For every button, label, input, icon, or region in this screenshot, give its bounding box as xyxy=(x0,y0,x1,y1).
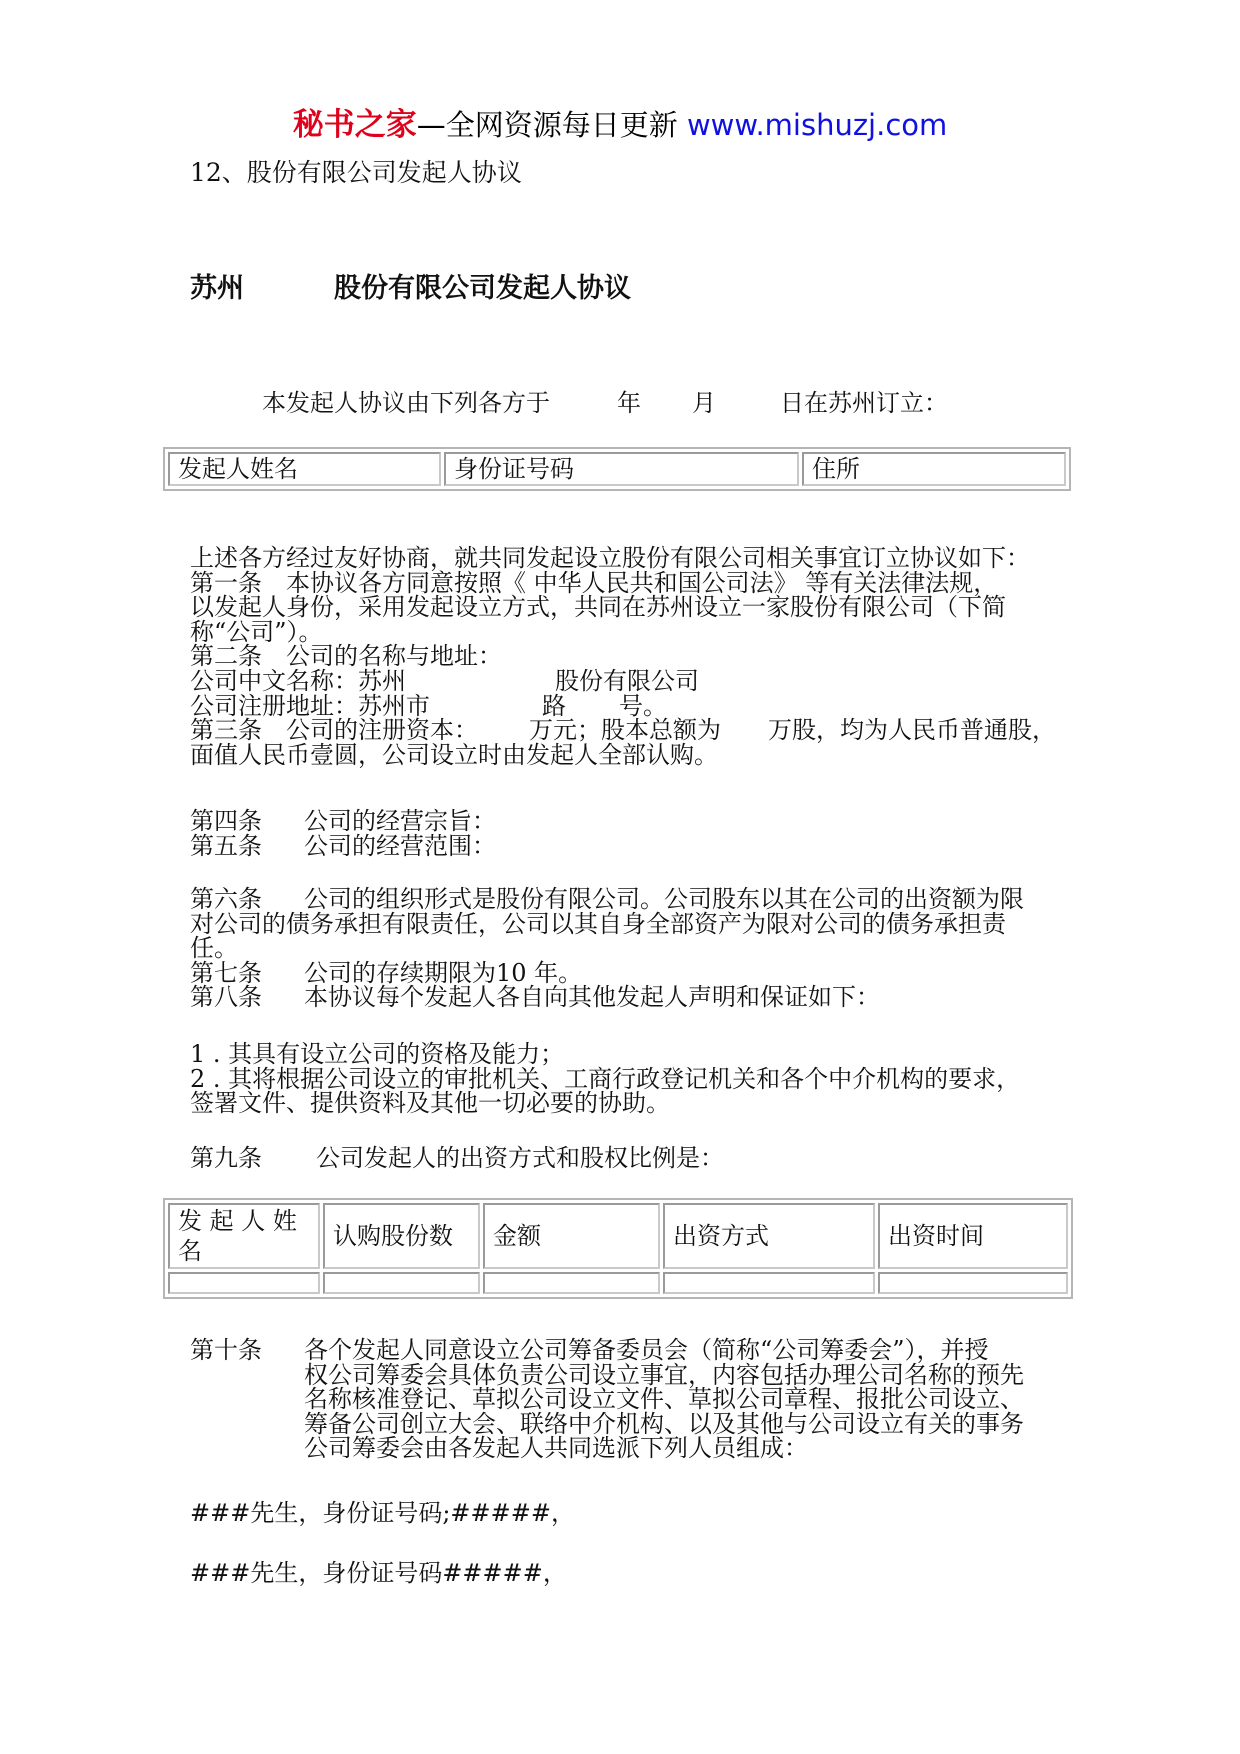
clause-line: 第二条 公司的名称与地址： xyxy=(190,642,502,671)
table-cell xyxy=(663,1272,875,1294)
table-row xyxy=(168,1272,1068,1294)
clauses-block-1 xyxy=(190,546,1090,767)
intro-lead: 本发起人协议由下列各方于 xyxy=(262,389,550,417)
article-4-no: 第四条 xyxy=(190,807,262,835)
founders-header-id: 身份证号码 xyxy=(444,452,799,486)
capital-table xyxy=(163,1198,1073,1299)
table-cell xyxy=(483,1272,660,1294)
address-number: 号。 xyxy=(619,691,667,720)
article-6-no: 第六条 xyxy=(190,885,262,913)
article-5-no: 第五条 xyxy=(190,832,262,860)
founders-table xyxy=(163,447,1071,491)
founders-header-name: 发起人姓名 xyxy=(168,452,441,486)
article-10-line: 公司筹委会由各发起人共同选派下列人员组成： xyxy=(304,1434,808,1463)
warranty-line: 1 . 其具有设立公司的资格及能力； xyxy=(190,1040,565,1068)
table-cell xyxy=(878,1272,1068,1294)
clause-line: 第一条 本协议各方同意按照《 中华人民共和国公司法》 等有关法律法规， xyxy=(190,568,998,597)
clause-line: 称“公司”）。 xyxy=(190,617,323,646)
document-title: 12、股份有限公司发起人协议 xyxy=(190,158,522,187)
company-name-suffix: 股份有限公司 xyxy=(555,666,699,695)
intro-month: 月 xyxy=(692,389,716,417)
capital-line xyxy=(190,718,1090,743)
site-banner xyxy=(0,106,1240,144)
heading-city: 苏州 xyxy=(190,273,244,304)
article-10-line: 权公司筹委会具体负责公司设立事宜，内容包括办理公司名称的预先 xyxy=(304,1360,1024,1389)
article-8 xyxy=(190,985,1090,1010)
founders-header-address: 住所 xyxy=(802,452,1066,486)
capital-header-founder-wrap: 名 xyxy=(178,1237,202,1265)
capital-tail: 万股，均为人民币普通股， xyxy=(768,716,1056,745)
intro-year: 年 xyxy=(617,389,641,417)
capital-header-shares: 认购股份数 xyxy=(323,1203,480,1269)
clause-line: 以发起人身份，采用发起设立方式，共同在苏州设立一家股份有限公司（下简 xyxy=(190,593,1006,622)
warranty-line: 2 . 其将根据公司设立的审批机关、工商行政登记机关和各个中介机构的要求， xyxy=(190,1064,1021,1093)
clause-line: 上述各方经过友好协商，就共同发起设立股份有限公司相关事宜订立协议如下： xyxy=(190,544,1030,572)
intro-tail: 日在苏州订立： xyxy=(780,389,948,417)
article-6-line-2: 对公司的债务承担有限责任，公司以其自身全部资产为限对公司的债务承担责 xyxy=(190,909,1006,938)
capital-header-method: 出资方式 xyxy=(663,1203,875,1269)
company-address-label: 公司注册地址：苏州市 xyxy=(190,691,430,720)
capital-header-amount: 金额 xyxy=(483,1203,660,1269)
article-7-no: 第七条 xyxy=(190,958,262,987)
article-6-line-1: 公司的组织形式是股份有限公司。公司股东以其在公司的出资额为限 xyxy=(304,885,1024,913)
address-road: 路 xyxy=(542,691,566,720)
table-cell xyxy=(323,1272,480,1294)
article-5 xyxy=(190,834,1090,859)
article-6-line-3: 任。 xyxy=(190,934,238,963)
clauses-block-3 xyxy=(190,887,1090,1010)
banner-brand: 秘书之家 xyxy=(292,107,417,143)
clauses-block-2 xyxy=(190,809,1090,861)
article-9-no: 第九条 xyxy=(190,1144,262,1172)
article-4-text: 公司的经营宗旨： xyxy=(304,807,496,835)
company-address-line xyxy=(190,691,1090,720)
article-7 xyxy=(190,958,1090,987)
banner-tagline: —全网资源每日更新 xyxy=(416,108,678,142)
article-4 xyxy=(190,809,1090,834)
article-10-text xyxy=(304,1338,1090,1461)
warranties-block xyxy=(190,1042,1090,1116)
warranty-line: 签署文件、提供资料及其他一切必要的协助。 xyxy=(190,1089,670,1118)
article-5-text: 公司的经营范围： xyxy=(304,832,496,860)
article-10-no: 第十条 xyxy=(190,1336,262,1364)
capital-header-date: 出资时间 xyxy=(878,1203,1068,1269)
article-6 xyxy=(190,887,1090,912)
capital-header-founder: 发 起 人 姓 名 xyxy=(168,1203,320,1269)
table-row xyxy=(168,1203,1068,1269)
article-8-no: 第八条 xyxy=(190,983,262,1012)
article-9-text: 公司发起人的出资方式和股权比例是： xyxy=(316,1144,724,1172)
article-10-line: 名称核准登记、草拟公司设立文件、草拟公司章程、报批公司设立、 xyxy=(304,1385,1024,1414)
member-line-2: ###先生，身份证号码#####， xyxy=(190,1559,567,1587)
clause-line: 面值人民币壹圆，公司设立时由发起人全部认购。 xyxy=(190,740,718,769)
company-name-label: 公司中文名称：苏州 xyxy=(190,666,406,695)
table-row xyxy=(168,452,1066,486)
article-10-line: 各个发起人同意设立公司筹备委员会（简称“公司筹委会”），并授 xyxy=(304,1336,989,1364)
company-name-line xyxy=(190,666,1090,695)
article-8-text: 本协议每个发起人各自向其他发起人声明和保证如下： xyxy=(304,983,880,1012)
heading-title: 股份有限公司发起人协议 xyxy=(334,273,631,304)
capital-label: 第三条 公司的注册资本： xyxy=(190,716,478,745)
capital-unit: 万元；股本总额为 xyxy=(529,716,721,745)
article-7-text: 公司的存续期限为10 年。 xyxy=(304,958,583,987)
member-line-1: ###先生，身份证号码;#####， xyxy=(190,1499,575,1527)
article-10-line: 筹备公司创立大会、联络中介机构、以及其他与公司设立有关的事务 xyxy=(304,1409,1024,1438)
table-cell xyxy=(168,1272,320,1294)
article-10 xyxy=(190,1338,1090,1461)
banner-url[interactable]: www.mishuzj.com xyxy=(686,108,948,142)
